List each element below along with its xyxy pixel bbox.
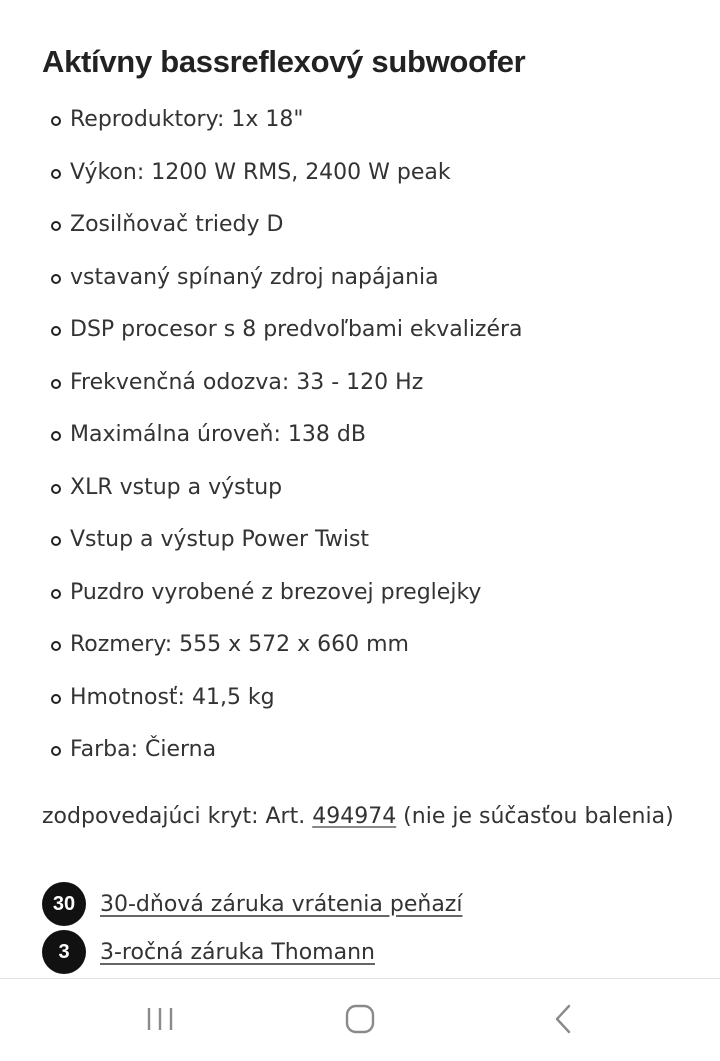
product-title: Aktívny bassreflexový subwoofer [42, 44, 526, 79]
feature-item [42, 462, 523, 515]
feature-text: Puzdro vyrobené z brezovej preglejky [70, 579, 482, 605]
feature-text: DSP procesor s 8 predvoľbami ekvalizéra [70, 317, 523, 342]
back-icon [552, 1003, 576, 1035]
feature-text: Maximálna úroveň: 138 dB [70, 422, 366, 447]
feature-text: Hmotnosť: 41,5 kg [70, 684, 275, 710]
recent-apps-icon [144, 1004, 176, 1034]
feature-item [42, 147, 523, 200]
cover-prefix: zodpovedajúci kryt: Art. [42, 804, 313, 829]
warranty-badge-icon: 3 [42, 930, 86, 974]
feature-list [42, 94, 523, 777]
feature-text: Farba: Čierna [70, 737, 217, 762]
bullet-icon [51, 116, 61, 126]
recent-apps-button[interactable] [130, 997, 190, 1041]
bullet-icon [51, 326, 61, 336]
bullet-icon [51, 536, 61, 546]
feature-text: Výkon: 1200 W RMS, 2400 W peak [70, 159, 451, 185]
feature-item [42, 409, 523, 462]
feature-text: vstavaný spínaný zdroj napájania [70, 264, 439, 290]
feature-item [42, 567, 523, 620]
thomann-warranty-link[interactable]: 3-ročná záruka Thomann [100, 939, 375, 965]
guarantee-badge-icon: 30 [42, 882, 86, 926]
feature-text: Vstup a výstup Power Twist [70, 527, 370, 552]
money-back-guarantee-link[interactable]: 30-dňová záruka vrátenia peňazí [100, 891, 463, 917]
bullet-icon [51, 641, 61, 651]
system-navigation-bar [0, 978, 720, 1061]
money-back-guarantee [42, 882, 462, 926]
cover-suffix: (nie je súčasťou balenia) [396, 804, 674, 829]
home-button[interactable] [330, 997, 390, 1041]
matching-cover-note [42, 800, 674, 834]
feature-item [42, 304, 523, 357]
bullet-icon [51, 221, 61, 231]
feature-item [42, 199, 523, 252]
feature-text: Zosilňovač triedy D [70, 212, 284, 237]
feature-text: Frekvenčná odozva: 33 - 120 Hz [70, 369, 424, 395]
feature-text: Reproduktory: 1x 18" [70, 107, 304, 132]
bullet-icon [51, 379, 61, 389]
feature-text: XLR vstup a výstup [70, 474, 283, 500]
feature-item [42, 619, 523, 672]
cover-article-link[interactable]: 494974 [312, 804, 397, 829]
bullet-icon [51, 431, 61, 441]
feature-item [42, 514, 523, 567]
back-button[interactable] [534, 997, 594, 1041]
bullet-icon [51, 589, 61, 599]
feature-item [42, 252, 523, 305]
bullet-icon [51, 169, 61, 179]
feature-item [42, 672, 523, 725]
feature-item [42, 724, 523, 777]
feature-text: Rozmery: 555 x 572 x 660 mm [70, 632, 409, 657]
feature-item [42, 357, 523, 410]
bullet-icon [51, 274, 61, 284]
bullet-icon [51, 746, 61, 756]
bullet-icon [51, 694, 61, 704]
home-icon [344, 1003, 376, 1035]
thomann-warranty [42, 930, 375, 974]
feature-item [42, 94, 523, 147]
bullet-icon [51, 484, 61, 494]
